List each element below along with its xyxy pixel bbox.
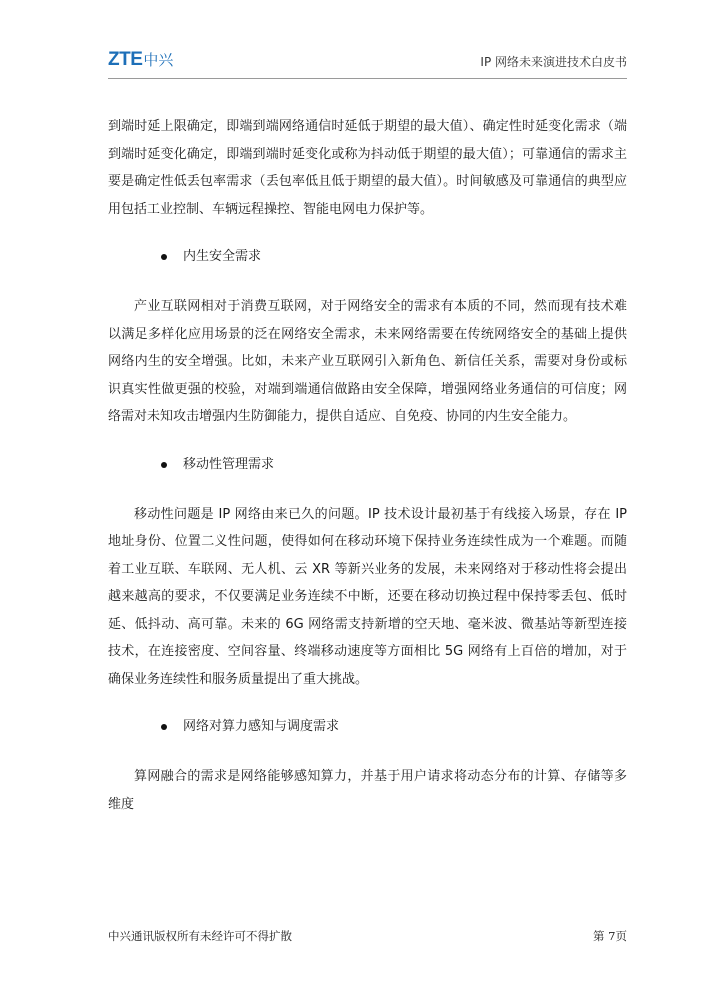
logo-text: ZTE: [108, 49, 143, 70]
zte-logo: [108, 49, 173, 71]
paragraph: 算网融合的需求是网络能够感知算力，并基于用户请求将动态分布的计算、存储等多维度: [108, 769, 627, 812]
bullet-heading-computing: [108, 713, 627, 741]
page-number: 第 7页: [593, 929, 627, 943]
bullet-heading-security: [108, 243, 627, 271]
page-body: [108, 113, 627, 818]
copyright-notice: 中兴通讯版权所有未经许可不得扩散: [108, 929, 292, 943]
paragraph: 到端时延上限确定，即端到端网络通信时延低于期望的最大值）、确定性时延变化需求（端到端时延变化确定，即端到端时延变化或称为抖动低于期望的最大值）；可靠通信的需求主要是确定性低丢包率需求（丢包率低且低于期望的最大值）。时间敏感及可靠通信的典型应用包括工业控制、车辆远程操控、智能电网电力保护等。: [108, 119, 627, 217]
bullet-dot-icon: [161, 254, 167, 260]
bullet-dot-icon: [161, 724, 167, 730]
page-header: [108, 46, 627, 79]
bullet-heading-text: 移动性管理需求: [183, 456, 275, 472]
bullet-heading-mobility: [108, 451, 627, 479]
bullet-heading-text: 网络对算力感知与调度需求: [183, 719, 340, 734]
logo-chinese-text: 中兴: [143, 51, 174, 69]
paragraph: 产业互联网相对于消费互联网，对于网络安全的需求有本质的不同，然而现有技术难以满足多样化应用场景的泛在网络安全需求，未来网络需要在传统网络安全的基础上提供网络内生的安全增强。比如，未来产业互联网引入新角色、新信任关系，需要对身份或标识真实性做更强的校验，对端到端通信做路由安全保障，增强网络业务通信的可信度；网络需对未知攻击增强内生防御能力，提供自适应、自免疫、协同的内生安全能力。: [108, 299, 627, 424]
page-footer: [108, 928, 627, 948]
bullet-heading-text: 内生安全需求: [183, 249, 262, 264]
bullet-dot-icon: [161, 462, 167, 468]
document-title: IP 网络未来演进技术白皮书: [480, 55, 627, 69]
paragraph: 移动性问题是 IP 网络由来已久的问题。IP 技术设计最初基于有线接入场景，存在 IP 地址身份、位置二义性问题，使得如何在移动环境下保持业务连续性成为一个难题。而随着工业互联、车联网、无人机、云 XR 等新兴业务的发展，未来网络对于移动性将会提出越来越高的要求，不仅要满足业务连续不中断，还要在移动切换过程中保持零丢包、低时延、低抖动、高可靠。未来的 6G 网络需支持新增的空天地、毫米波、微基站等新型连接技术，在连接密度、空间容量、终端移动速度等方面相比 5G 网络有上百倍的增加，对于确保业务连续性和服务质量提出了重大挑战。: [108, 506, 627, 687]
